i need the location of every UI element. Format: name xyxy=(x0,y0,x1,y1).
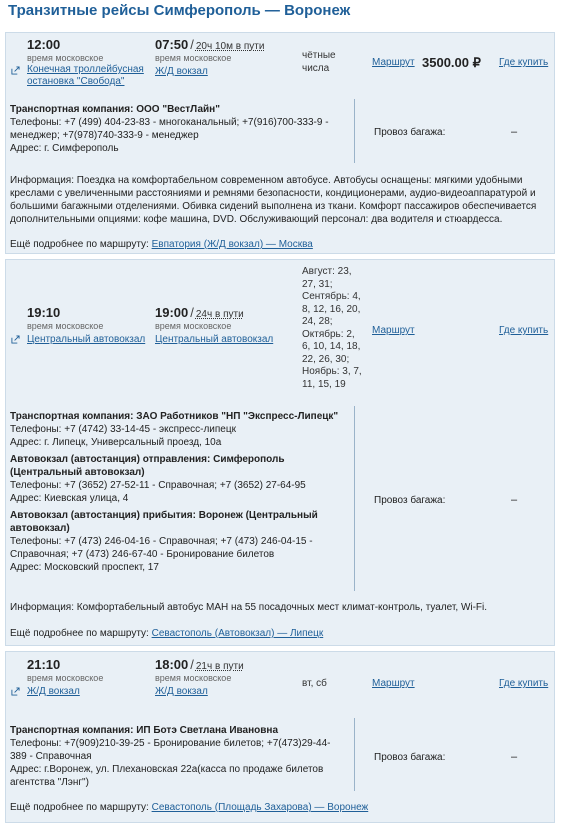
page-title: Транзитные рейсы Симферополь — Воронеж xyxy=(8,2,351,19)
company-info xyxy=(10,410,342,574)
arrival-block xyxy=(155,37,264,52)
trip-info xyxy=(10,174,552,226)
departure-stop-link[interactable]: Ж/Д вокзал xyxy=(27,686,80,697)
arrival-station-phones: Телефоны: +7 (473) 246-04-16 - Справочная; +7 (473) 246-04-15 - Справочная; +7 (473) 246-67-40 - Бронирование билетов xyxy=(10,536,313,560)
info-label: Информация: xyxy=(10,602,75,613)
info-text: Комфортабельный автобус МАН на 55 посадочных мест климат-контроль, туалет, Wi-Fi. xyxy=(76,602,488,613)
company-phones: Телефоны: +7 (4742) 33-14-45 - экспресс-липецк xyxy=(10,424,236,435)
more-route xyxy=(10,628,323,639)
external-link-icon[interactable] xyxy=(11,687,20,696)
info-label: Информация: xyxy=(10,175,75,186)
more-route xyxy=(10,802,368,813)
route-link[interactable]: Маршрут xyxy=(372,57,415,68)
arrival-time-zone: время московское xyxy=(155,53,232,63)
info-text: Поездка на комфортабельном современном автобусе. Автобусы оснащены: мягкими удобными креслами с увеличенными расстояниями и ремнями безопасности, кондиционерами, аудио-видеоаппаратурой и большими багажными отделениями. Обивка сидений выполнена из ткани. Комфорт пассажиров обеспечивается дополнительными опциями: кофе машина, DVD. Обслуживающий персонал: два водителя и стюардесса. xyxy=(10,175,537,225)
where-to-buy-link[interactable]: Где купить xyxy=(499,325,549,336)
trip-duration[interactable]: 20ч 10м в пути xyxy=(195,41,265,52)
arrival-stop-link[interactable]: Ж/Д вокзал xyxy=(155,686,208,697)
separator: / xyxy=(190,37,194,52)
trip-duration[interactable]: 24ч в пути xyxy=(195,309,244,320)
more-route-link[interactable]: Севастополь (Автовокзал) — Липецк xyxy=(151,628,324,639)
baggage-label: Провоз багажа: xyxy=(374,127,446,138)
schedule: Август: 23, 27, 31; Сентябрь: 4, 8, 12, 16, 20, 24, 28; Октябрь: 2, 6, 10, 14, 18, 22, 26, 30; Ноябрь: 3, 7, 11, 15, 19 xyxy=(302,266,362,390)
schedule: чётные числа xyxy=(302,50,336,74)
company-address: Адрес: г. Симферополь xyxy=(10,143,119,154)
arrival-time: 07:50 xyxy=(155,37,189,52)
departure-time-zone: время московское xyxy=(27,53,104,63)
arrival-time: 18:00 xyxy=(155,657,189,672)
more-label: Ещё подробнее по маршруту: xyxy=(10,802,149,813)
divider xyxy=(354,406,355,591)
departure-time: 12:00 xyxy=(27,37,61,52)
trip-card xyxy=(5,651,555,823)
company-info xyxy=(10,724,346,789)
trip-info xyxy=(10,601,552,614)
more-route xyxy=(10,239,313,250)
departure-time-zone: время московское xyxy=(27,321,104,331)
arrival-station-address: Адрес: Московский проспект, 17 xyxy=(10,562,159,573)
departure-time: 19:10 xyxy=(27,305,61,320)
arrival-stop-link[interactable]: Центральный автовокзал xyxy=(155,334,274,345)
external-link-icon[interactable] xyxy=(11,66,20,75)
trip-duration[interactable]: 21ч в пути xyxy=(195,661,244,672)
company-name: Транспортная компания: ИП Ботэ Светлана Ивановна xyxy=(10,725,279,736)
schedule: вт, сб xyxy=(302,678,327,689)
baggage-label: Провоз багажа: xyxy=(374,495,446,506)
external-link-icon[interactable] xyxy=(11,335,20,344)
arrival-time-zone: время московское xyxy=(155,321,232,331)
departure-station-phones: Телефоны: +7 (3652) 27-52-11 - Справочная; +7 (3652) 27-64-95 xyxy=(10,480,306,491)
separator: / xyxy=(190,657,194,672)
company-address: Адрес: г.Воронеж, ул. Плехановская 22а(касса по продаже билетов агентства "Лэнг") xyxy=(10,764,324,788)
where-to-buy-link[interactable]: Где купить xyxy=(499,57,549,68)
arrival-stop-link[interactable]: Ж/Д вокзал xyxy=(155,66,208,77)
departure-time-zone: время московское xyxy=(27,673,104,683)
ticket-price: 3500.00 ₽ xyxy=(422,55,481,70)
baggage-value: – xyxy=(511,751,518,763)
trip-card xyxy=(5,259,555,646)
departure-stop-link[interactable]: Конечная троллейбусная остановка "Свобода" xyxy=(27,64,144,87)
more-label: Ещё подробнее по маршруту: xyxy=(10,239,149,250)
departure-station-address: Адрес: Киевская улица, 4 xyxy=(10,493,129,504)
baggage-value: – xyxy=(511,126,518,138)
arrival-time: 19:00 xyxy=(155,305,189,320)
arrival-block xyxy=(155,305,244,320)
arrival-block xyxy=(155,657,244,672)
route-link[interactable]: Маршрут xyxy=(372,678,415,689)
divider xyxy=(354,99,355,163)
more-label: Ещё подробнее по маршруту: xyxy=(10,628,149,639)
departure-station-name: Автовокзал (автостанция) отправления: Симферополь (Центральный автовокзал) xyxy=(10,454,285,478)
company-name: Транспортная компания: ЗАО Работников "НП "Экспресс-Липецк" xyxy=(10,411,339,422)
separator: / xyxy=(190,305,194,320)
more-route-link[interactable]: Евпатория (Ж/Д вокзал) — Москва xyxy=(151,239,313,250)
route-link[interactable]: Маршрут xyxy=(372,325,415,336)
baggage-label: Провоз багажа: xyxy=(374,752,446,763)
trip-card xyxy=(5,32,555,254)
arrival-station-name: Автовокзал (автостанция) прибытия: Воронеж (Центральный автовокзал) xyxy=(10,510,318,534)
departure-time: 21:10 xyxy=(27,657,61,672)
company-name: Транспортная компания: ООО "ВестЛайн" xyxy=(10,104,220,115)
divider xyxy=(354,718,355,791)
departure-stop-link[interactable]: Центральный автовокзал xyxy=(27,334,146,345)
arrival-time-zone: время московское xyxy=(155,673,232,683)
company-address: Адрес: г. Липецк, Универсальный проезд, 10а xyxy=(10,437,222,448)
baggage-value: – xyxy=(511,494,518,506)
where-to-buy-link[interactable]: Где купить xyxy=(499,678,549,689)
company-phones: Телефоны: +7(909)210-39-25 - Бронирование билетов; +7(473)29-44-389 - Справочная xyxy=(10,738,331,762)
company-info xyxy=(10,103,335,155)
company-phones: Телефоны: +7 (499) 404-23-83 - многоканальный; +7(916)700-333-9 - менеджер; +7(978)740-333-9 - менеджер xyxy=(10,117,329,141)
more-route-link[interactable]: Севастополь (Площадь Захарова) — Воронеж xyxy=(151,802,369,813)
